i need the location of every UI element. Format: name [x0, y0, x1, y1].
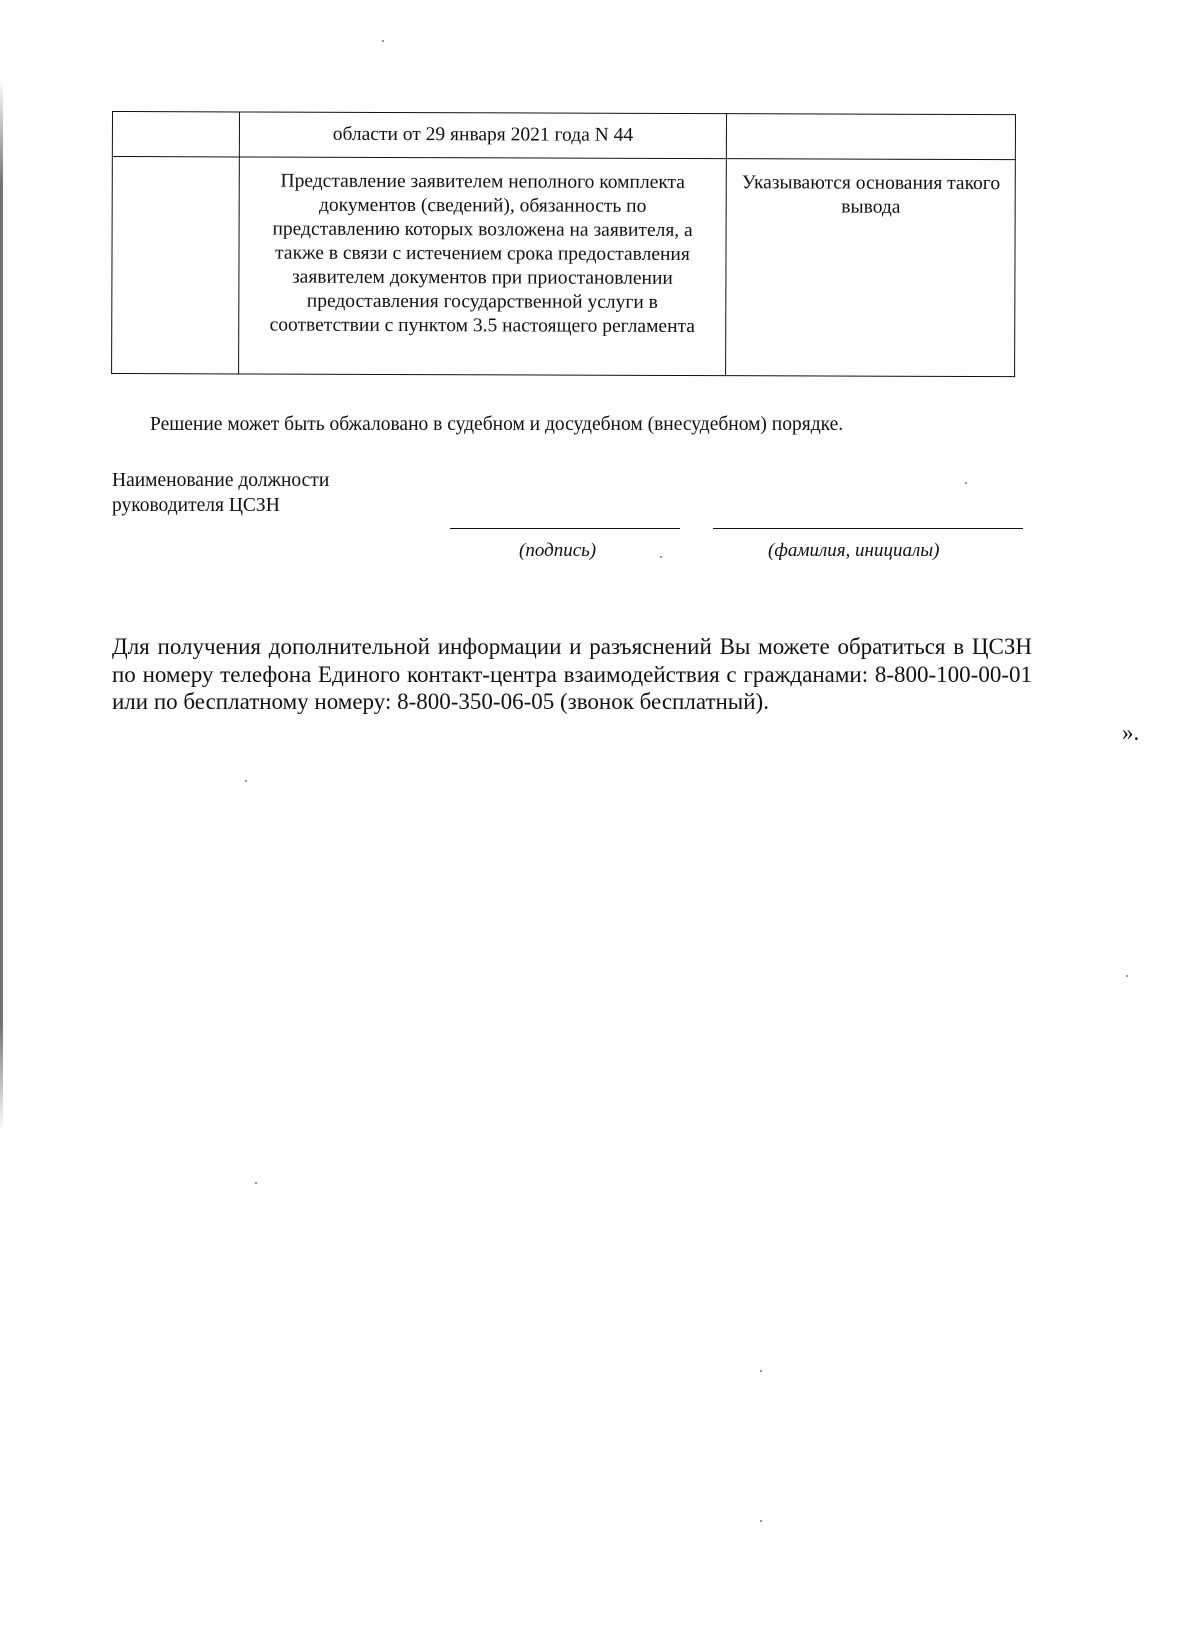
table-row: [112, 112, 1015, 160]
scan-speck: [760, 1370, 762, 1372]
closing-quote-mark: ».: [1122, 720, 1140, 745]
table-cell: [239, 112, 727, 159]
regulation-reference-text: области от 29 января 2021 года N 44: [332, 123, 634, 146]
scan-speck: [382, 40, 384, 42]
scan-speck: [965, 482, 967, 484]
table-cell: [112, 112, 239, 157]
grounds-table: [111, 111, 1016, 377]
contact-info-paragraph: Для получения дополнительной информации и разъяснений Вы можете обратиться в ЦСЗН по номеру телефона Единого контакт-центра взаимодействия с гражданами: 8-800-100-00-01 или по бесплатному номеру: 8-800-350-06-05 (звонок бесплатный).: [112, 634, 1032, 714]
refusal-ground-text: Представление заявителем неполного комплекта документов (сведений), обязанность по представлению которых возложена на заявителя, а также в связи с истечением срока предоставления заявителем документов при приостановлении предоставления государственной услуги в соответствии с пунктом 3.5 настоящего регламента: [269, 170, 695, 338]
signature-caption: (подпись): [519, 540, 597, 561]
table-cell: [238, 157, 727, 376]
scan-speck: [760, 1520, 762, 1522]
table-cell: [112, 157, 239, 374]
appeal-note: Решение может быть обжаловано в судебном и досудебном (внесудебном) порядке.: [150, 414, 844, 435]
scan-edge-shadow: [0, 80, 3, 1130]
scan-speck: [255, 1182, 257, 1184]
scan-speck: [245, 780, 247, 782]
table-cell: [727, 114, 1016, 160]
scan-speck: [660, 556, 662, 558]
position-line: Наименование должности: [112, 470, 330, 491]
official-position: [112, 468, 329, 518]
position-line: руководителя ЦСЗН: [112, 495, 280, 516]
signature-line: [450, 528, 680, 529]
table-cell: [726, 159, 1015, 377]
scan-speck: [1126, 975, 1128, 977]
name-line: [713, 528, 1023, 529]
name-caption: (фамилия, инициалы): [768, 540, 940, 561]
table-row: [112, 157, 1016, 377]
refusal-basis-text: Указываются основания такого вывода: [741, 172, 1001, 218]
